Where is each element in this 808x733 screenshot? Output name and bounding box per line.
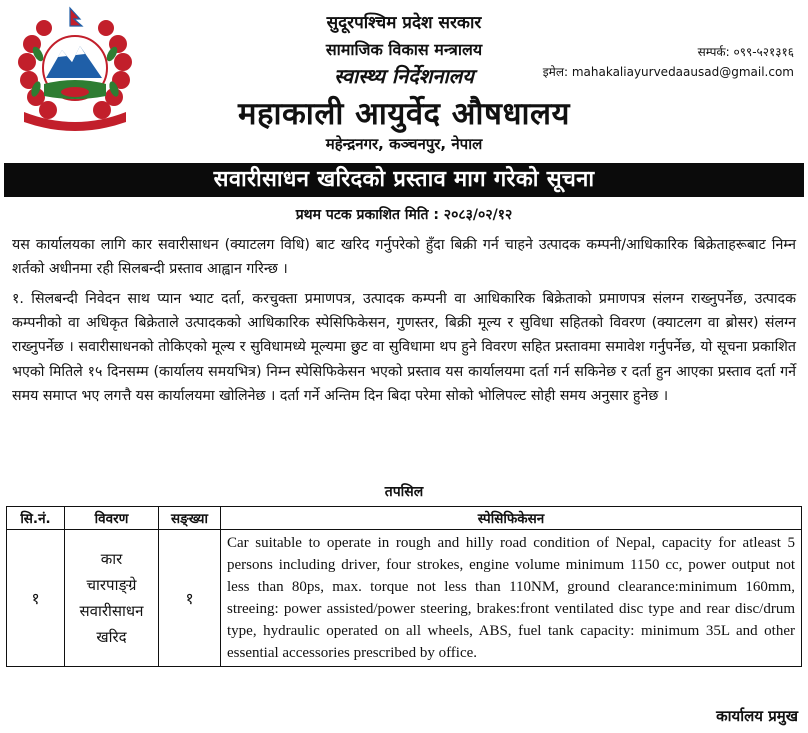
published-date: प्रथम पटक प्रकाशित मिति : २०८३/०२/१२ — [295, 207, 513, 223]
condition-1-paragraph: १. सिलबन्दी निवेदन साथ प्यान भ्याट दर्ता, करचुक्ता प्रमाणपत्र, उत्पादक कम्पनी वा आधिकारिक बिक्रेताको प्रमाणपत्र संलग्न राख्नुपर्नेछ, उत्पादक कम्पनीको वा अधिकृत बिक्रेताले उत्पादकको आधिकारिक स्पेसिफिकेसन, गुणस्तर, बिक्री मूल्य र सुविधा सहितको विवरण (क्याटलग वा ब्रोसर) संलग्न राख्नुपर्नेछ । सवारीसाधनको तोकिएको मूल्य र सुविधामध्ये मूल्यमा छुट वा सुविधामा थप हुने विवरण सहित प्रस्तावमा समावेश गर्नुपर्नेछ, यो सूचना प्रकाशित भएको मितिले १५ दिनसम्म (कार्यालय समयभित्र) निम्न स्पेसिफिकेसन भएको प्रस्ताव यस कार्यालयमा दर्ता गर्न सकिनेछ र दर्ता हुन आएका प्रस्ताव दर्ता गर्ने समय समाप्त भए लगत्तै यस कार्यालयमा खोलिनेछ । दर्ता गर्ने अन्तिम दिन बिदा परेमा सोको भोलिपल्ट सोही समय अनुसार हुनेछ । — [12, 291, 796, 404]
table-row — [7, 530, 802, 667]
office-name: महाकाली आयुर्वेद औषधालय — [237, 96, 571, 132]
phone-label: सम्पर्क: — [697, 45, 730, 59]
office-address: महेन्द्रनगर, कञ्चनपुर, नेपाल — [325, 135, 483, 153]
table-header-row — [7, 507, 802, 530]
header-sn: सि.नं. — [7, 507, 65, 530]
ministry-name: सामाजिक विकास मन्त्रालय — [325, 40, 483, 59]
schedule-title: तपसिल — [384, 484, 424, 500]
phone-number: ०९९-५२१३१६ — [733, 45, 794, 59]
header-quantity: सङ्ख्या — [159, 507, 221, 530]
contact-block — [543, 42, 794, 82]
row-item-line: कार — [100, 550, 123, 568]
header-description: विवरण — [65, 507, 159, 530]
row-item-line: सवारीसाधन — [79, 602, 144, 620]
header-specification: स्पेसिफिकेसन — [221, 507, 802, 530]
row-item — [65, 530, 159, 667]
intro-paragraph: यस कार्यालयका लागि कार सवारीसाधन (क्याटलग विधि) बाट खरिद गर्नुपरेको हुँदा बिक्री गर्न चाहने उत्पादक कम्पनी/आधिकारिक बिक्रेताहरूबाट निम्न शर्तको अधीनमा रही सिलबन्दी प्रस्ताव आह्वान गरिन्छ । — [12, 237, 796, 278]
directorate-name: स्वास्थ्य निर्देशनालय — [334, 64, 474, 88]
notice-title: सवारीसाधन खरिदको प्रस्ताव माग गरेको सूचना — [4, 163, 804, 197]
email-address[interactable]: mahakaliayurvedaausad@gmail.com — [571, 65, 794, 79]
email-label: इमेल: — [542, 65, 568, 79]
row-item-line: खरिद — [96, 628, 127, 646]
province-government: सुदूरपश्चिम प्रदेश सरकार — [326, 13, 482, 33]
row-item-line: चारपाङ्ग्रे — [86, 576, 137, 594]
row-specification: Car suitable to operate in rough and hilly road condition of Nepal, capacity for atleast 5 persons including driver, four strokes, engine volume minimum 1150 cc, power output not less than 80ps, max. torque not less than 110NM, ground clearance:minimum 160mm, streeing: power assisted/power steering, brakes:front ventilated disc type and rear disc/drum type, hydraulic operated on all wheels, ABS, fuel tank capacity: minimum 35L and other essential accessories prescribed by office. — [221, 530, 802, 667]
signatory-title: कार्यालय प्रमुख — [716, 707, 798, 725]
specification-table — [6, 506, 802, 667]
row-quantity: १ — [159, 530, 221, 667]
row-sn: १ — [7, 530, 65, 667]
